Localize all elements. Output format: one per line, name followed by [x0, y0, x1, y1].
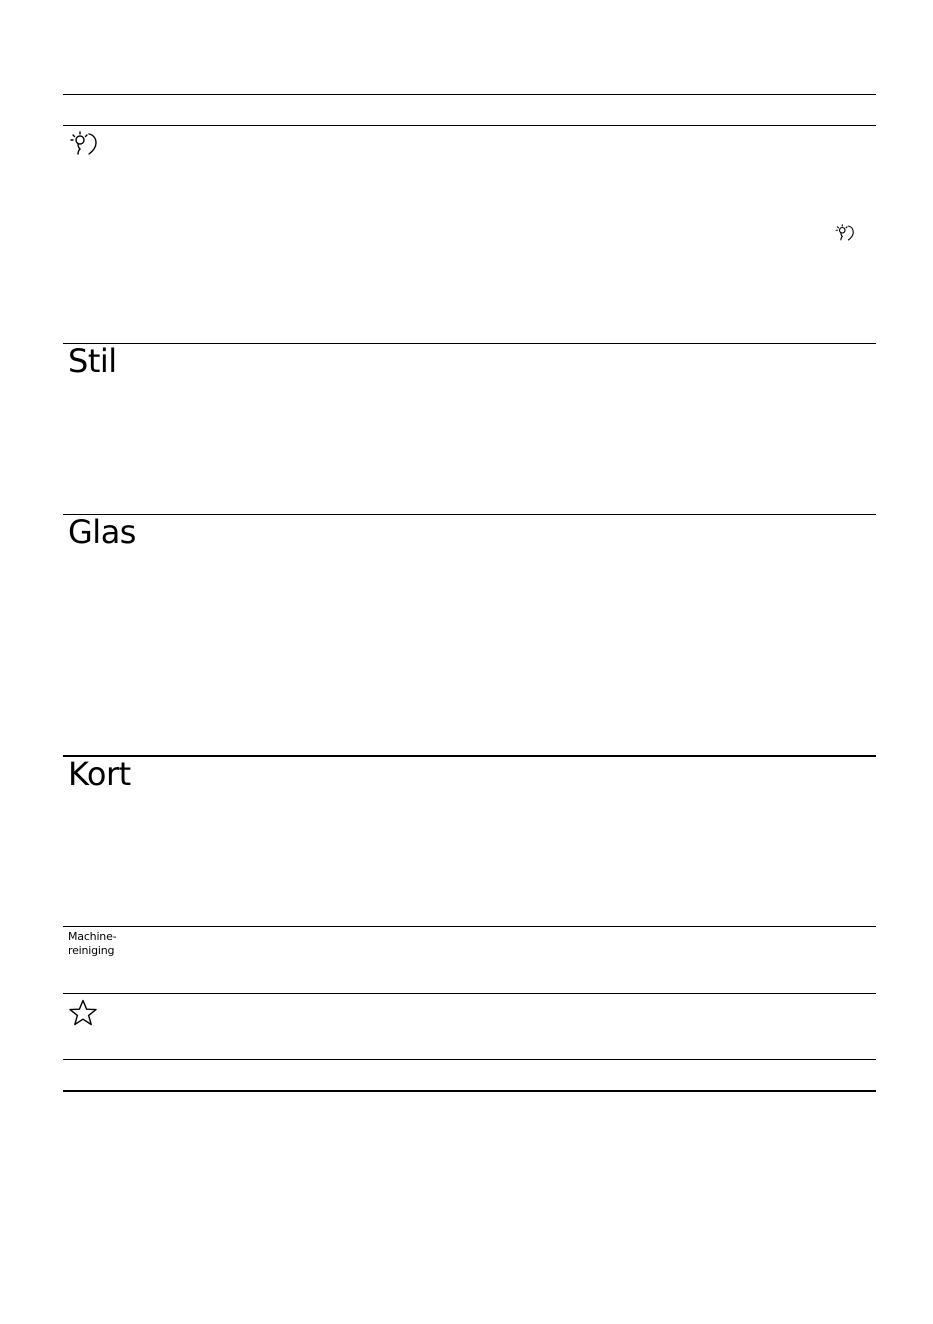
program-label-stil: Stil: [68, 342, 117, 380]
table-row-divider: [63, 755, 876, 757]
table-row-divider: [63, 343, 876, 344]
star-icon: [68, 999, 98, 1026]
table-row-divider: [63, 993, 876, 994]
program-label-machine-cleaning: [68, 930, 116, 958]
intensive-zone-icon: [68, 131, 100, 157]
intensive-zone-icon: [834, 224, 856, 242]
label-line: Machine-: [68, 930, 117, 943]
label-line: reiniging: [68, 944, 115, 957]
table-row-divider: [63, 1059, 876, 1060]
table-row-divider: [63, 125, 876, 126]
table-row-divider: [63, 514, 876, 515]
table-top-rule: [63, 94, 876, 95]
table-row-divider: [63, 926, 876, 927]
program-label-glas: Glas: [68, 513, 136, 551]
program-label-kort: Kort: [68, 755, 131, 793]
table-bottom-rule: [63, 1090, 876, 1092]
